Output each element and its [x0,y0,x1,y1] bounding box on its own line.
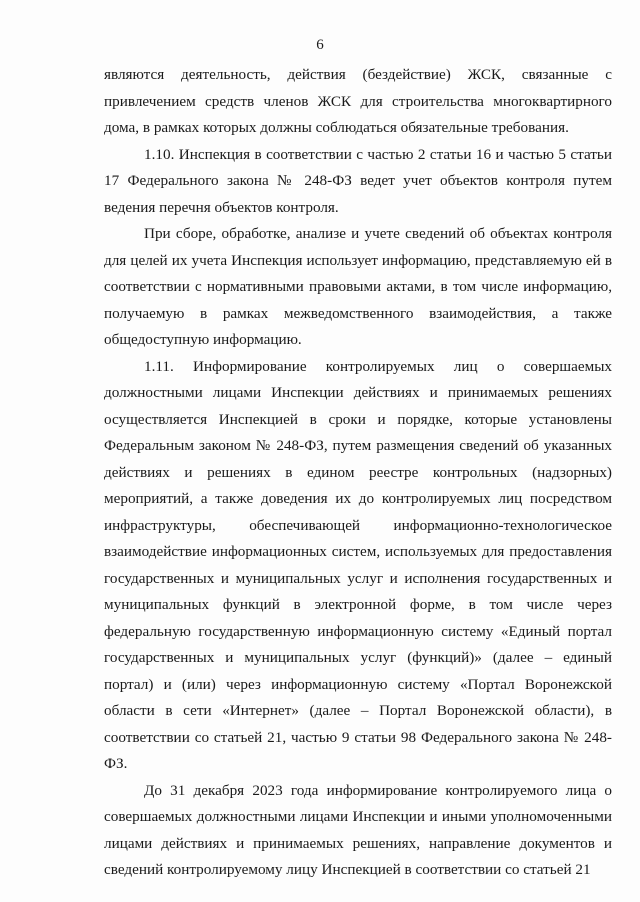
paragraph-1-10: 1.10. Инспекция в соответствии с частью 2 статьи 16 и частью 5 статьи 17 Федерального закона № 248-ФЗ ведет учет объектов контроля путем ведения перечня объектов контроля. [104,145,612,216]
page-number: 6 [316,37,324,53]
document-body [104,62,612,884]
paragraph-continuation: являются деятельность, действия (бездействие) ЖСК, связанные с привлечением средств членов ЖСК для строительства многоквартирного дома, в рамках которых должны соблюдаться обязательные требования. [104,66,612,136]
paragraph-until-2023: До 31 декабря 2023 года информирование контролируемого лица о совершаемых должностными лицами Инспекции и иными уполномоченными лицами действиях и принимаемых решениях, направление документов и сведений контролируемому лицу Инспекцией в соответствии со статьей 21 [104,781,612,878]
paragraph-information-sources: При сборе, обработке, анализе и учете сведений об объектах контроля для целей их учета Инспекция использует информацию, представляемую ей в соответствии с нормативными правовыми актами, в том числе информацию, получаемую в рамках межведомственного взаимодействия, а также общедоступную информацию. [104,225,612,348]
paragraph-1-11: 1.11. Информирование контролируемых лиц о совершаемых должностными лицами Инспекции действиях и принимаемых решениях осуществляется Инспекцией в сроки и порядке, которые установлены Федеральным законом № 248-ФЗ, путем размещения сведений об указанных действиях и решениях в едином реестре контрольных (надзорных) мероприятий, а также доведения их до контролируемых лиц посредством инфраструктуры, обеспечивающей информационно-технологическое взаимодействие информационных систем, используемых для предоставления государственных и муниципальных услуг и исполнения государственных и муниципальных функций в электронной форме, в том числе через федеральную государственную информационную систему «Единый портал государственных и муниципальных услуг (функций)» (далее – единый портал) и (или) через информационную систему «Портал Воронежской области в сети «Интернет» (далее – Портал Воронежской области), в соответствии со статьей 21, частью 9 статьи 98 Федерального закона № 248-ФЗ. [104,357,612,772]
